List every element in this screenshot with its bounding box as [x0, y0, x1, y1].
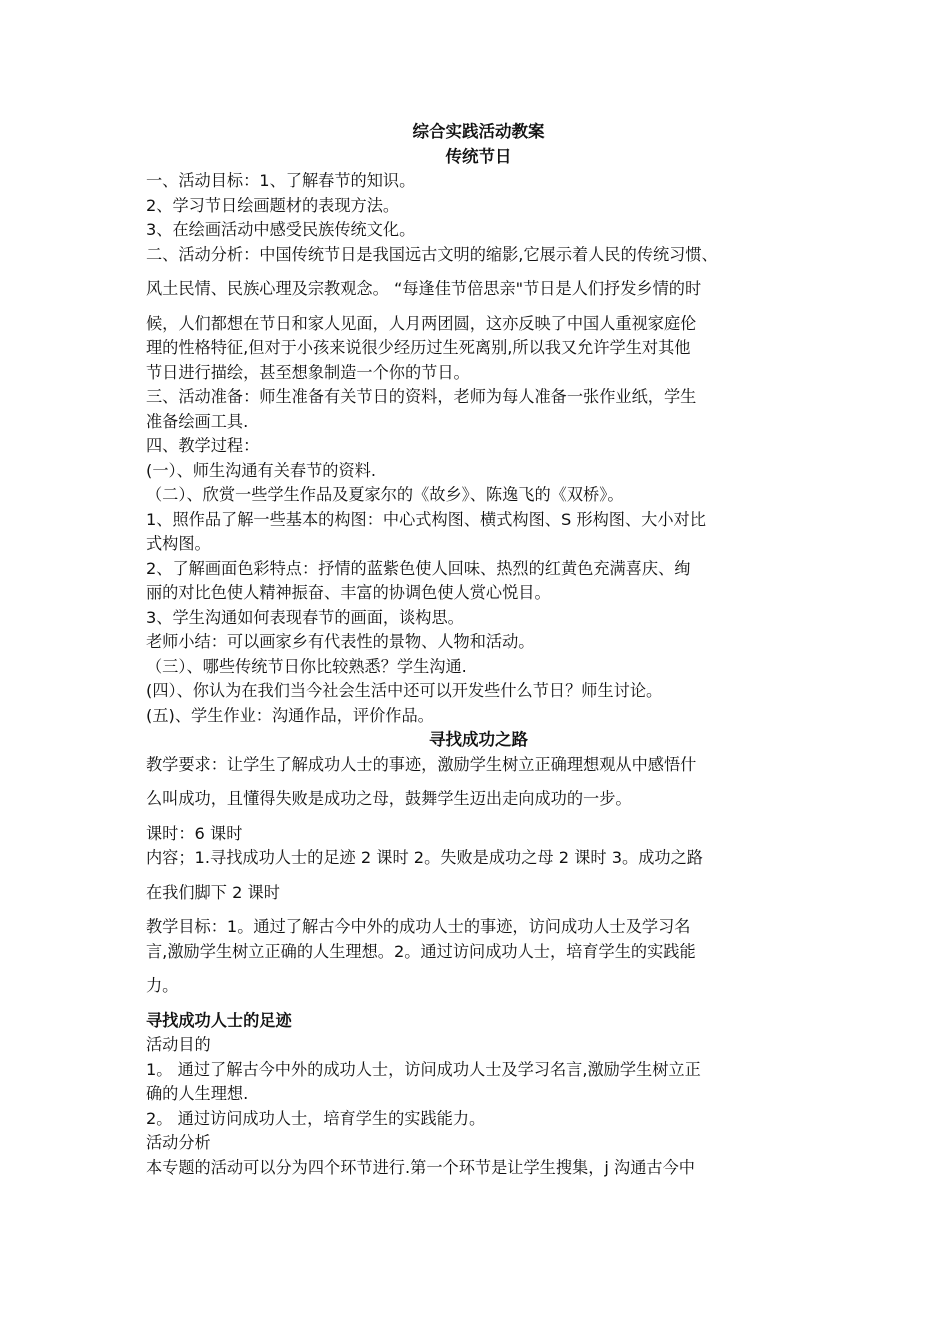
paragraph-line: 3、学生沟通如何表现春节的画面，谈构思。: [146, 607, 464, 627]
paragraph-line: 节日进行描绘，甚至想象制造一个你的节日。: [146, 362, 470, 382]
section-title-traditional-festivals: 传统节日: [445, 146, 512, 166]
paragraph-line: 候，人们都想在节日和家人见面，人月两团圆，这亦反映了中国人重视家庭伦: [146, 313, 697, 333]
paragraph-line: 确的人生理想.: [146, 1084, 249, 1103]
paragraph-line: 2、了解画面色彩特点：抒情的蓝紫色使人回味、热烈的红黄色充满喜庆、绚: [146, 558, 691, 578]
paragraph-line: 1、照作品了解一些基本的构图：中心式构图、横式构图、S 形构图、大小对比: [146, 509, 706, 529]
paragraph-line: 老师小结：可以画家乡有代表性的景物、人物和活动。: [146, 632, 535, 651]
document-title: 综合实践活动教案: [412, 122, 545, 141]
paragraph-line: 三、活动准备：师生准备有关节日的资料，老师为每人准备一张作业纸，学生: [146, 387, 697, 406]
paragraph-line: 2。 通过访问成功人士，培育学生的实践能力。: [146, 1108, 486, 1128]
paragraph-line: 1。 通过了解古今中外的成功人士，访问成功人士及学习名言,激励学生树立正: [146, 1059, 701, 1079]
paragraph-line: 风土民情、民族心理及宗教观念。 “每逢佳节倍思亲"节日是人们抒发乡情的时: [146, 279, 702, 298]
subsection-heading: 寻找成功人士的足迹: [146, 1010, 292, 1030]
paragraph-line: 理的性格特征,但对于小孩来说很少经历过生死离别,所以我又允许学生对其他: [146, 338, 691, 357]
paragraph-line: 一、活动目标：1、了解春节的知识。: [146, 171, 416, 190]
section-title-road-to-success: 寻找成功之路: [429, 730, 528, 749]
paragraph-line: 3、在绘画活动中感受民族传统文化。: [146, 220, 416, 239]
paragraph-line: 四、教学过程：: [146, 436, 260, 455]
paragraph-line: 力。: [146, 976, 179, 995]
paragraph-line: 式构图。: [146, 534, 211, 553]
paragraph-line: (四）、你认为在我们当今社会生活中还可以开发些什么节日？师生讨论。: [146, 681, 663, 700]
paragraph-line: 内容；1.寻找成功人士的足迹 2 课时 2。失败是成功之母 2 课时 3。成功之路: [146, 848, 703, 867]
document-page: [146, 120, 811, 1180]
paragraph-line: 课时：6 课时: [146, 823, 243, 843]
paragraph-line: （二）、欣赏一些学生作品及夏家尔的《故乡》、陈逸飞的《双桥》。: [146, 485, 624, 504]
paragraph-line: 准备绘画工具.: [146, 411, 249, 431]
paragraph-line: 教学要求：让学生了解成功人士的事迹，激励学生树立正确理想观从中感悟什: [146, 754, 697, 774]
paragraph-line: 在我们脚下 2 课时: [146, 882, 280, 902]
paragraph-line: 教学目标：1。通过了解古今中外的成功人士的事迹，访问成功人士及学习名: [146, 917, 691, 936]
paragraph-line: （三）、哪些传统节日你比较熟悉？学生沟通.: [146, 656, 467, 676]
paragraph-line: 么叫成功，且懂得失败是成功之母，鼓舞学生迈出走向成功的一步。: [146, 789, 632, 808]
paragraph-line: 2、学习节日绘画题材的表现方法。: [146, 195, 400, 215]
paragraph-line: 本专题的活动可以分为四个环节进行.第一个环节是让学生搜集，j 沟通古今中: [146, 1157, 695, 1177]
paragraph-line: 丽的对比色使人精神振奋、丰富的协调色使人赏心悦目。: [146, 583, 551, 602]
paragraph-line: 活动分析: [146, 1133, 211, 1152]
paragraph-line: (一）、师生沟通有关春节的资料.: [146, 460, 376, 480]
paragraph-line: (五)、学生作业：沟通作品，评价作品。: [146, 705, 434, 725]
paragraph-line: 言,激励学生树立正确的人生理想。2。通过访问成功人士，培育学生的实践能: [146, 941, 696, 961]
paragraph-line: 二、活动分析：中国传统节日是我国远古文明的缩影,它展示着人民的传统习惯、: [146, 244, 718, 264]
paragraph-line: 活动目的: [146, 1035, 211, 1054]
